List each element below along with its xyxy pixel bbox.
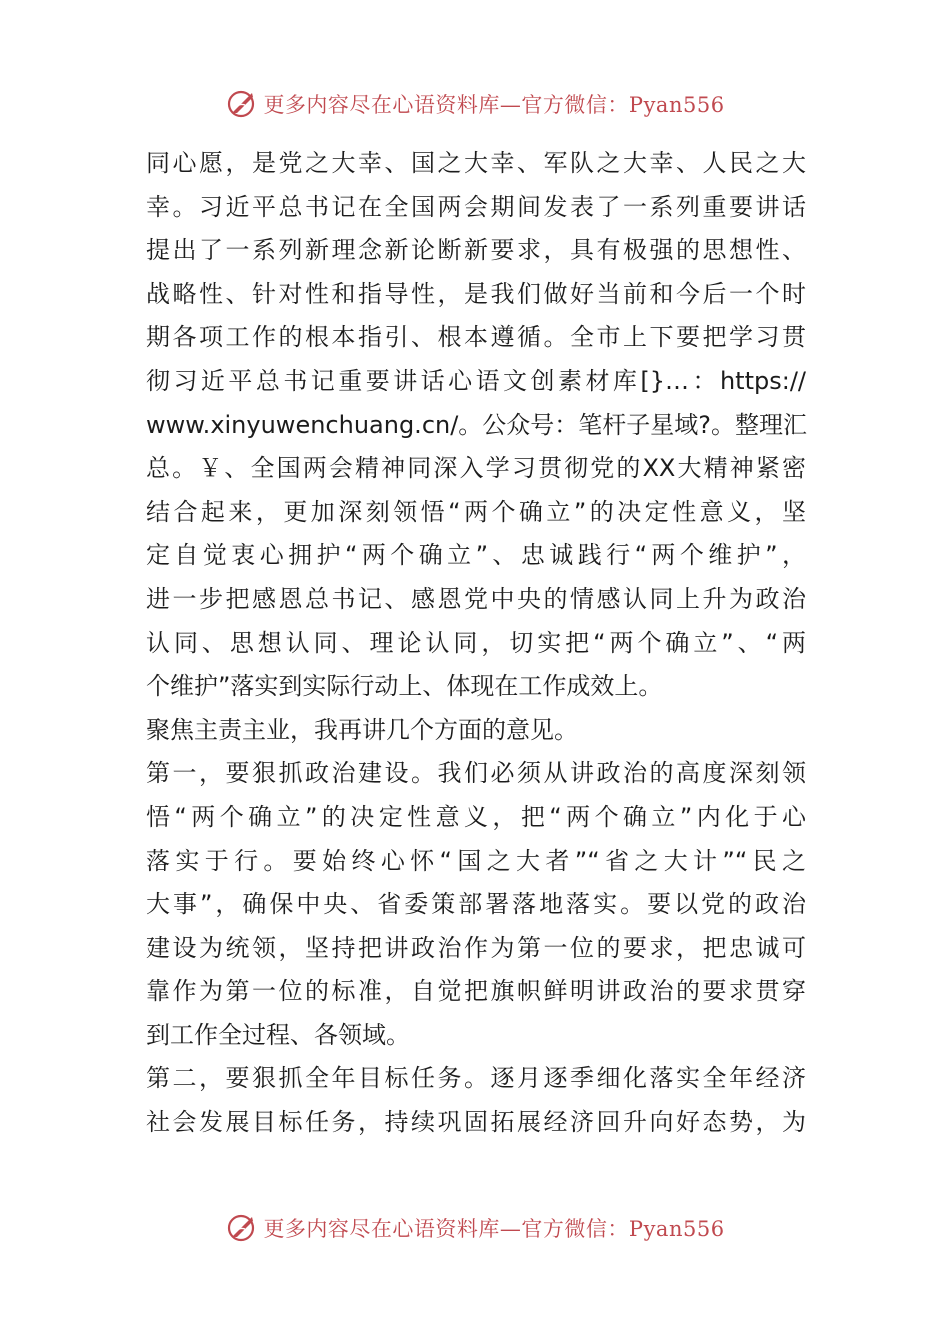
text-line: 个维护”落实到实际行动上、体现在工作成效上。 (146, 672, 663, 701)
footer-banner (0, 1208, 950, 1248)
header-banner-text: 更多内容尽在心语资料库—官方微信：Pyan556 (263, 93, 725, 117)
text-line: 认同、思想认同、理论认同，切实把“两个确立”、“两 (146, 628, 806, 657)
pen-seal-icon (225, 1211, 259, 1245)
text-line: 期各项工作的根本指引、根本遵循。全市上下要把学习贯 (146, 323, 806, 352)
text-line: 第一，要狠抓政治建设。我们必须从讲政治的高度深刻领 (146, 759, 806, 788)
text-line: 大事”，确保中央、省委策部署落地落实。要以党的政治 (146, 890, 806, 919)
header-banner (0, 84, 950, 124)
pen-seal-icon (225, 87, 259, 121)
footer-banner-text: 更多内容尽在心语资料库—官方微信：Pyan556 (263, 1217, 725, 1241)
text-line: 悟“两个确立”的决定性意义，把“两个确立”内化于心 (146, 802, 806, 831)
text-line: 聚焦主责主业，我再讲几个方面的意见。 (146, 715, 578, 744)
text-line: 建设为统领，坚持把讲政治作为第一位的要求，把忠诚可 (146, 933, 806, 962)
text-line: www.xinyuwenchuang.cn/。公众号：笔杆子星域?。整理汇 (146, 410, 808, 439)
text-line: 提出了一系列新理念新论断新要求，具有极强的思想性、 (146, 236, 806, 265)
text-line: 结合起来，更加深刻领悟“两个确立”的决定性意义，坚 (146, 497, 806, 526)
text-line: 定自觉衷心拥护“两个确立”、忠诚践行“两个维护”， (146, 541, 806, 570)
text-line: 靠作为第一位的标准，自觉把旗帜鲜明讲政治的要求贯穿 (146, 977, 806, 1006)
text-line: 到工作全过程、各领域。 (146, 1020, 410, 1049)
text-line: 幸。习近平总书记在全国两会期间发表了一系列重要讲话 (146, 192, 806, 221)
text-line: 进一步把感恩总书记、感恩党中央的情感认同上升为政治 (146, 584, 806, 613)
text-line: 社会发展目标任务，持续巩固拓展经济回升向好态势，为 (146, 1108, 806, 1137)
text-line: 落实于行。要始终心怀“国之大者”“省之大计”“民之 (146, 846, 806, 875)
text-line: 第二，要狠抓全年目标任务。逐月逐季细化落实全年经济 (146, 1064, 806, 1093)
text-line: 同心愿，是党之大幸、国之大幸、军队之大幸、人民之大 (146, 149, 806, 177)
text-line: 战略性、针对性和指导性，是我们做好当前和今后一个时 (146, 279, 806, 308)
text-line: 总。￥、全国两会精神同深入学习贯彻党的XX大精神紧密 (146, 454, 806, 483)
text-line: 彻习近平总书记重要讲话心语文创素材库[}…：https:// (146, 366, 806, 395)
document-body (146, 142, 806, 1145)
